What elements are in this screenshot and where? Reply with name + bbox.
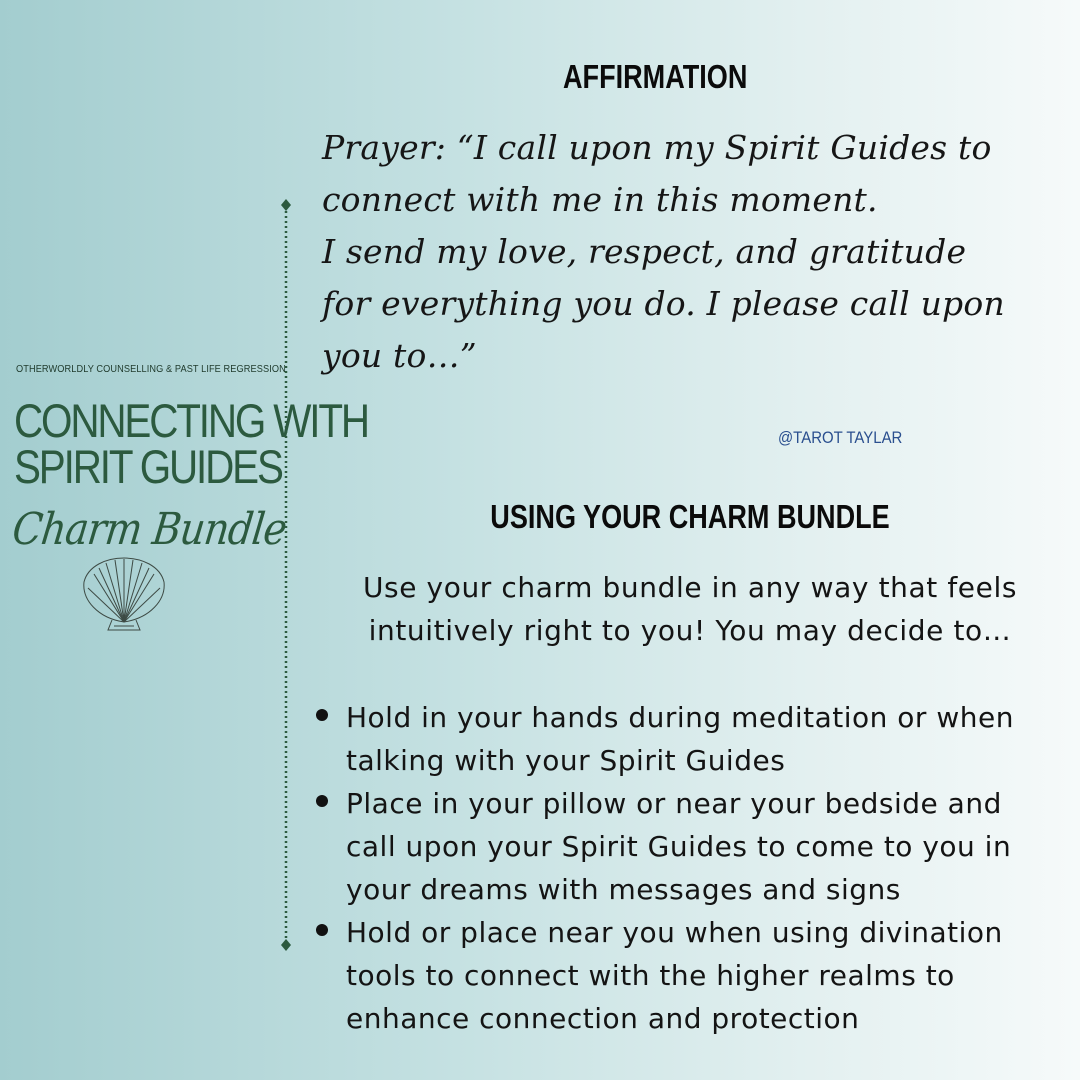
bullet-dot-icon: [316, 709, 328, 721]
list-item: [314, 696, 1064, 782]
intro-line: Use your charm bundle in any way that feels: [362, 571, 1018, 604]
bullet-line: tools to connect with the higher realms to: [346, 959, 955, 992]
bullet-dot-icon: [316, 795, 328, 807]
prayer-line: you to…”: [322, 336, 477, 375]
bullet-dot-icon: [316, 924, 328, 936]
affirmation-prayer: [322, 122, 1062, 382]
bundle-bullet-list: [314, 696, 1064, 1040]
prayer-line: I send my love, respect, and gratitude: [322, 232, 967, 271]
bundle-intro: [330, 566, 1050, 652]
bullet-line: call upon your Spirit Guides to come to you in: [346, 830, 1012, 863]
social-handle: @TAROT TAYLAR: [778, 428, 903, 447]
bullet-line: your dreams with messages and signs: [346, 873, 901, 906]
bullet-line: Hold or place near you when using divination: [346, 916, 1003, 949]
dotted-divider: [280, 198, 292, 952]
brand-title-line: CONNECTING WITH: [14, 394, 368, 447]
bullet-line: enhance connection and protection: [346, 1002, 860, 1035]
prayer-line: Prayer: “I call upon my Spirit Guides to: [322, 128, 992, 167]
brand-script-title: Charm Bundle: [9, 504, 290, 555]
bullet-line: Place in your pillow or near your bedside and: [346, 787, 1002, 820]
brand-title: [14, 394, 368, 493]
list-item: [314, 782, 1064, 911]
list-item: [314, 911, 1064, 1040]
brand-title-line: SPIRIT GUIDES: [14, 440, 282, 493]
prayer-line: connect with me in this moment.: [322, 180, 878, 219]
bundle-heading: USING YOUR CHARM BUNDLE: [490, 498, 890, 535]
affirmation-heading: AFFIRMATION: [563, 58, 748, 95]
bullet-line: Hold in your hands during meditation or when: [346, 701, 1014, 734]
scallop-shell-icon: [78, 552, 170, 634]
prayer-line: for everything you do. I please call upon: [322, 284, 1005, 323]
intro-line: intuitively right to you! You may decide to…: [368, 614, 1012, 647]
bullet-line: talking with your Spirit Guides: [346, 744, 786, 777]
brand-tagline: OTHERWORLDLY COUNSELLING & PAST LIFE REGRESSION: [16, 364, 286, 375]
